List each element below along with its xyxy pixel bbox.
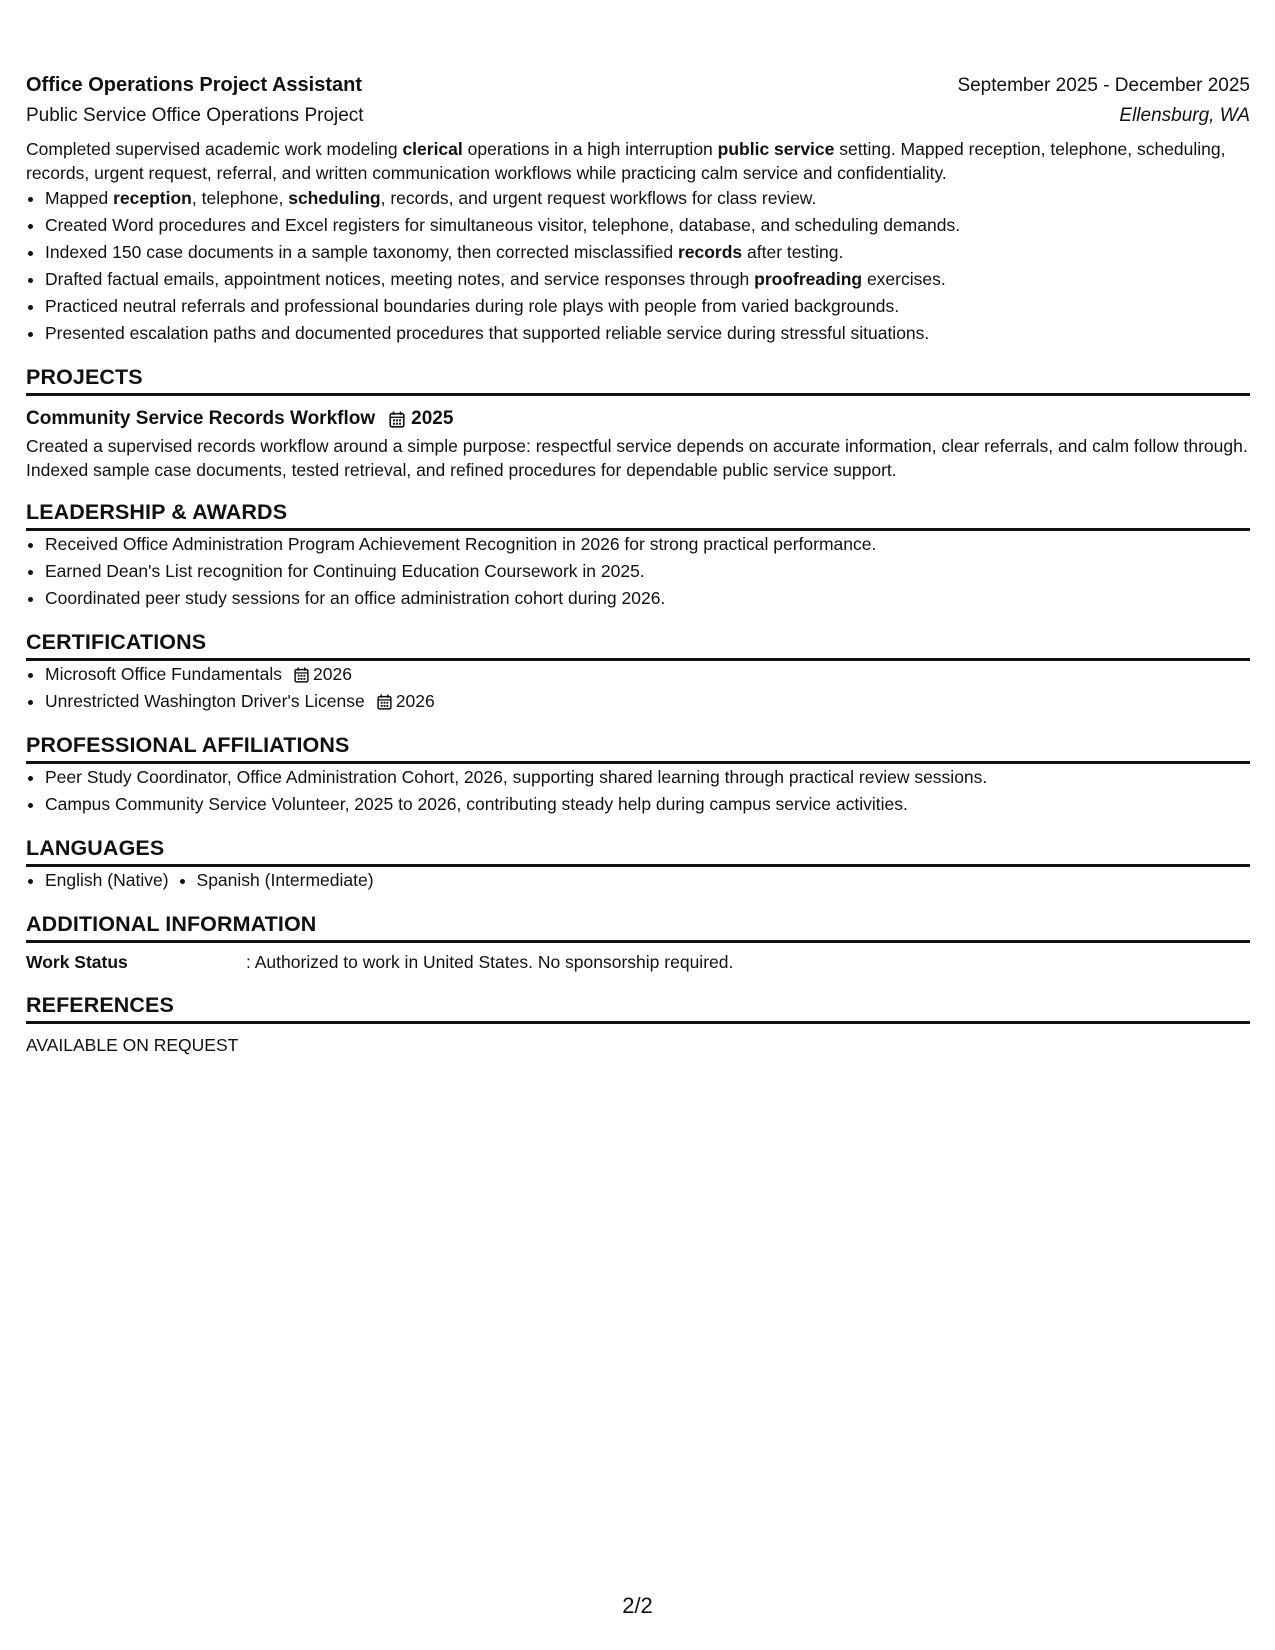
list-item: • Spanish (Intermediate): [197, 867, 374, 894]
job-subheader: [26, 105, 1250, 137]
list-item: • Campus Community Service Volunteer, 2025 to 2026, contributing steady help during campus service activities.: [45, 791, 1250, 818]
job-location: Ellensburg, WA: [1119, 105, 1250, 126]
languages-heading: LANGUAGES: [26, 836, 1250, 867]
list-item: • Earned Dean's List recognition for Continuing Education Coursework in 2025.: [45, 558, 1250, 585]
additional-info-heading: ADDITIONAL INFORMATION: [26, 912, 1250, 943]
job-title: Office Operations Project Assistant: [26, 74, 363, 96]
job-bullets: [26, 185, 1250, 347]
project-year: 2025: [411, 408, 454, 429]
list-item: [45, 661, 1250, 688]
list-item: • Indexed 150 case documents in a sample taxonomy, then corrected misclassified records after testing.: [45, 239, 1250, 266]
calendar-icon: [389, 411, 405, 428]
list-item: • Practiced neutral referrals and professional boundaries during role plays with people from varied backgrounds.: [45, 293, 1250, 320]
certification-name: Microsoft Office Fundamentals: [45, 664, 282, 684]
work-status-label: Work Status: [26, 952, 128, 972]
references-heading: REFERENCES: [26, 993, 1250, 1024]
list-item: • Mapped reception, telephone, scheduling, records, and urgent request workflows for class review.: [45, 185, 1250, 212]
list-item: • Coordinated peer study sessions for an office administration cohort during 2026.: [45, 585, 1250, 612]
work-status-value: : Authorized to work in United States. No sponsorship required.: [246, 952, 734, 972]
job-dates: September 2025 - December 2025: [957, 75, 1250, 96]
resume-page: [26, 74, 1250, 1057]
languages-list: [26, 867, 1250, 894]
leadership-heading: LEADERSHIP & AWARDS: [26, 500, 1250, 531]
affiliations-list: [26, 764, 1250, 818]
list-item: • Drafted factual emails, appointment notices, meeting notes, and service responses through proofreading exercises.: [45, 266, 1250, 293]
projects-heading: PROJECTS: [26, 365, 1250, 396]
job-header: [26, 74, 1250, 107]
certifications-list: [26, 661, 1250, 715]
certification-name: Unrestricted Washington Driver's License: [45, 691, 365, 711]
calendar-icon: [294, 667, 309, 683]
references-text: AVAILABLE ON REQUEST: [26, 1035, 239, 1055]
work-status-row: [26, 949, 1250, 975]
list-item: • English (Native): [45, 867, 169, 894]
certification-year: 2026: [313, 664, 352, 684]
list-item: • Presented escalation paths and documented procedures that supported reliable service during stressful situations.: [45, 320, 1250, 347]
project-title-row: [26, 404, 1250, 434]
calendar-icon: [377, 694, 392, 710]
project-description: Created a supervised records workflow around a simple purpose: respectful service depends on accurate information, clear referrals, and calm follow through. Indexed sample case documents, tested retrieval, and refined procedures for dependable public service support.: [26, 436, 1248, 480]
job-summary: Completed supervised academic work modeling clerical operations in a high interruption public service setting. Mapped reception, telephone, scheduling, records, urgent request, referral, and written communication workflows while practicing calm service and confidentiality.: [26, 139, 1226, 183]
list-item: • Created Word procedures and Excel registers for simultaneous visitor, telephone, database, and scheduling demands.: [45, 212, 1250, 239]
page-number: 2/2: [622, 1593, 653, 1618]
list-item: [45, 688, 1250, 715]
list-item: • Received Office Administration Program Achievement Recognition in 2026 for strong practical performance.: [45, 531, 1250, 558]
leadership-list: [26, 531, 1250, 612]
affiliations-heading: PROFESSIONAL AFFILIATIONS: [26, 733, 1250, 764]
project-title: Community Service Records Workflow: [26, 408, 376, 429]
certification-year: 2026: [395, 691, 435, 711]
list-item: • Peer Study Coordinator, Office Administration Cohort, 2026, supporting shared learning through practical review sessions.: [45, 764, 1250, 791]
certifications-heading: CERTIFICATIONS: [26, 630, 1250, 661]
job-organization: Public Service Office Operations Project: [26, 105, 364, 126]
